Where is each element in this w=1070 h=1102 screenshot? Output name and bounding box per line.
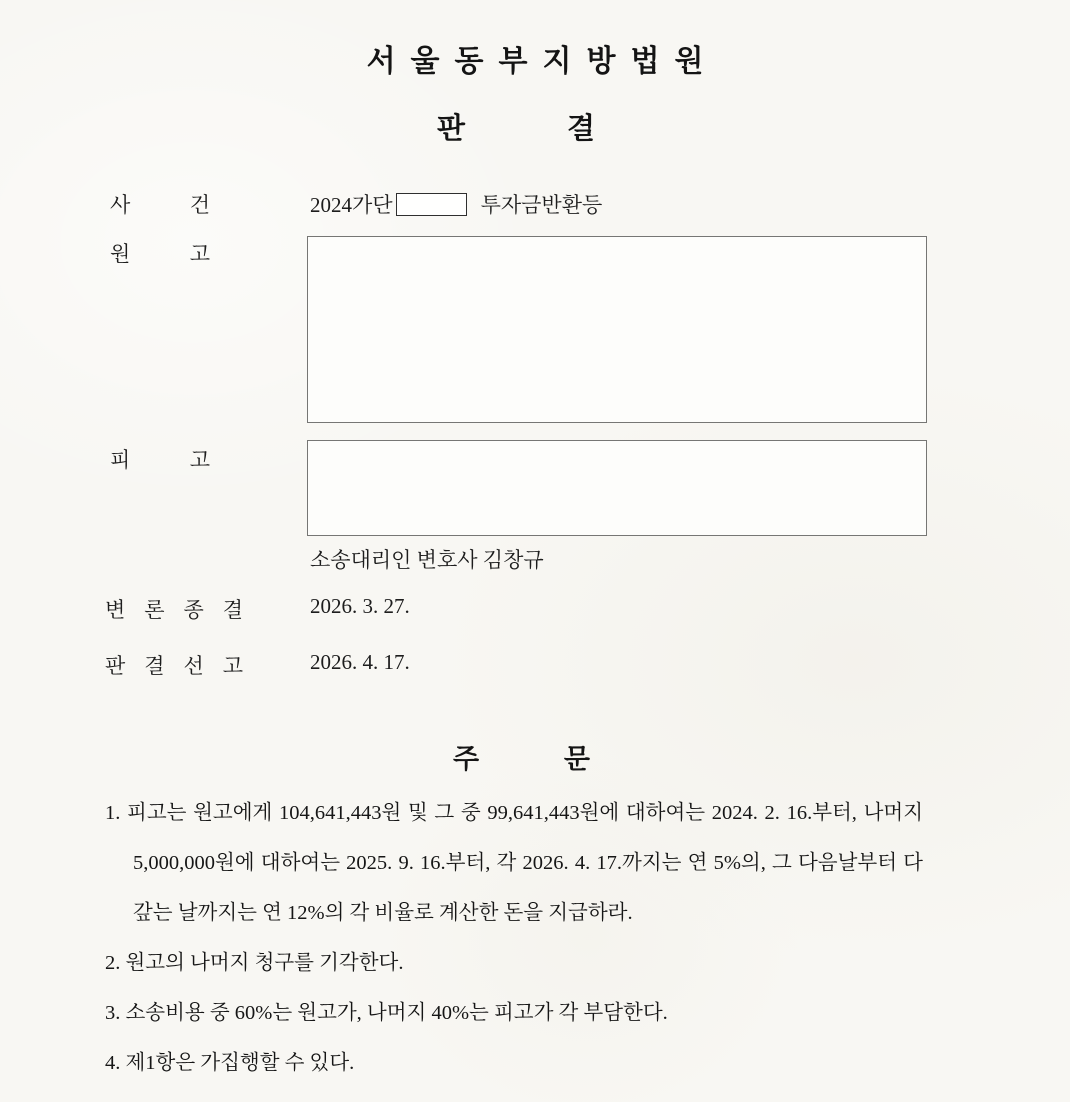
court-title: 서울동부지방법원: [366, 45, 719, 78]
order-item-number: 3.: [105, 1002, 121, 1024]
order-item: [105, 938, 923, 988]
order-item: [105, 1038, 923, 1088]
sentencing-label: 판 결 선 고: [105, 654, 243, 678]
plaintiff-redaction-box: [307, 236, 927, 423]
order-item-number: 1.: [105, 802, 121, 824]
order-list: [105, 788, 923, 1088]
defendant-redaction-box: [307, 440, 927, 536]
order-item-text: 소송비용 중 60%는 원고가, 나머지 40%는 피고가 각 부담한다.: [125, 1002, 668, 1024]
hearing-closed-label: 변 론 종 결: [105, 598, 243, 622]
judgment-title: 판 결: [437, 113, 595, 145]
order-item-text: 원고의 나머지 청구를 기각한다.: [125, 952, 404, 974]
order-item-text: 제1항은 가집행할 수 있다.: [125, 1052, 355, 1074]
case-number-redaction-box: [396, 193, 467, 216]
order-heading: 주 문: [453, 744, 590, 774]
order-item: [105, 788, 923, 938]
order-item: [105, 988, 923, 1038]
defendant-label: 피 고: [110, 448, 210, 472]
case-name: 투자금반환등: [480, 193, 603, 217]
defendant-representative: 소송대리인 변호사 김창규: [310, 548, 544, 572]
plaintiff-label: 원 고: [110, 242, 210, 266]
order-item-number: 2.: [105, 952, 121, 974]
case-value: [310, 189, 602, 219]
order-item-number: 4.: [105, 1052, 121, 1074]
sentencing-date: 2026. 4. 17.: [310, 650, 410, 674]
case-number-prefix: 2024가단: [310, 193, 393, 217]
case-label: 사 건: [110, 193, 210, 217]
hearing-closed-date: 2026. 3. 27.: [310, 594, 410, 618]
order-item-text: 피고는 원고에게 104,641,443원 및 그 중 99,641,443원에 대하여는 2024. 2. 16.부터, 나머지 5,000,000원에 대하여는 2025. 9. 16.부터, 각 2026. 4. 17.까지는 연 5%의, 그 다음날부터 다 갚는 날까지는 연 12%의 각 비율로 계산한 돈을 지급하라.: [127, 802, 924, 924]
